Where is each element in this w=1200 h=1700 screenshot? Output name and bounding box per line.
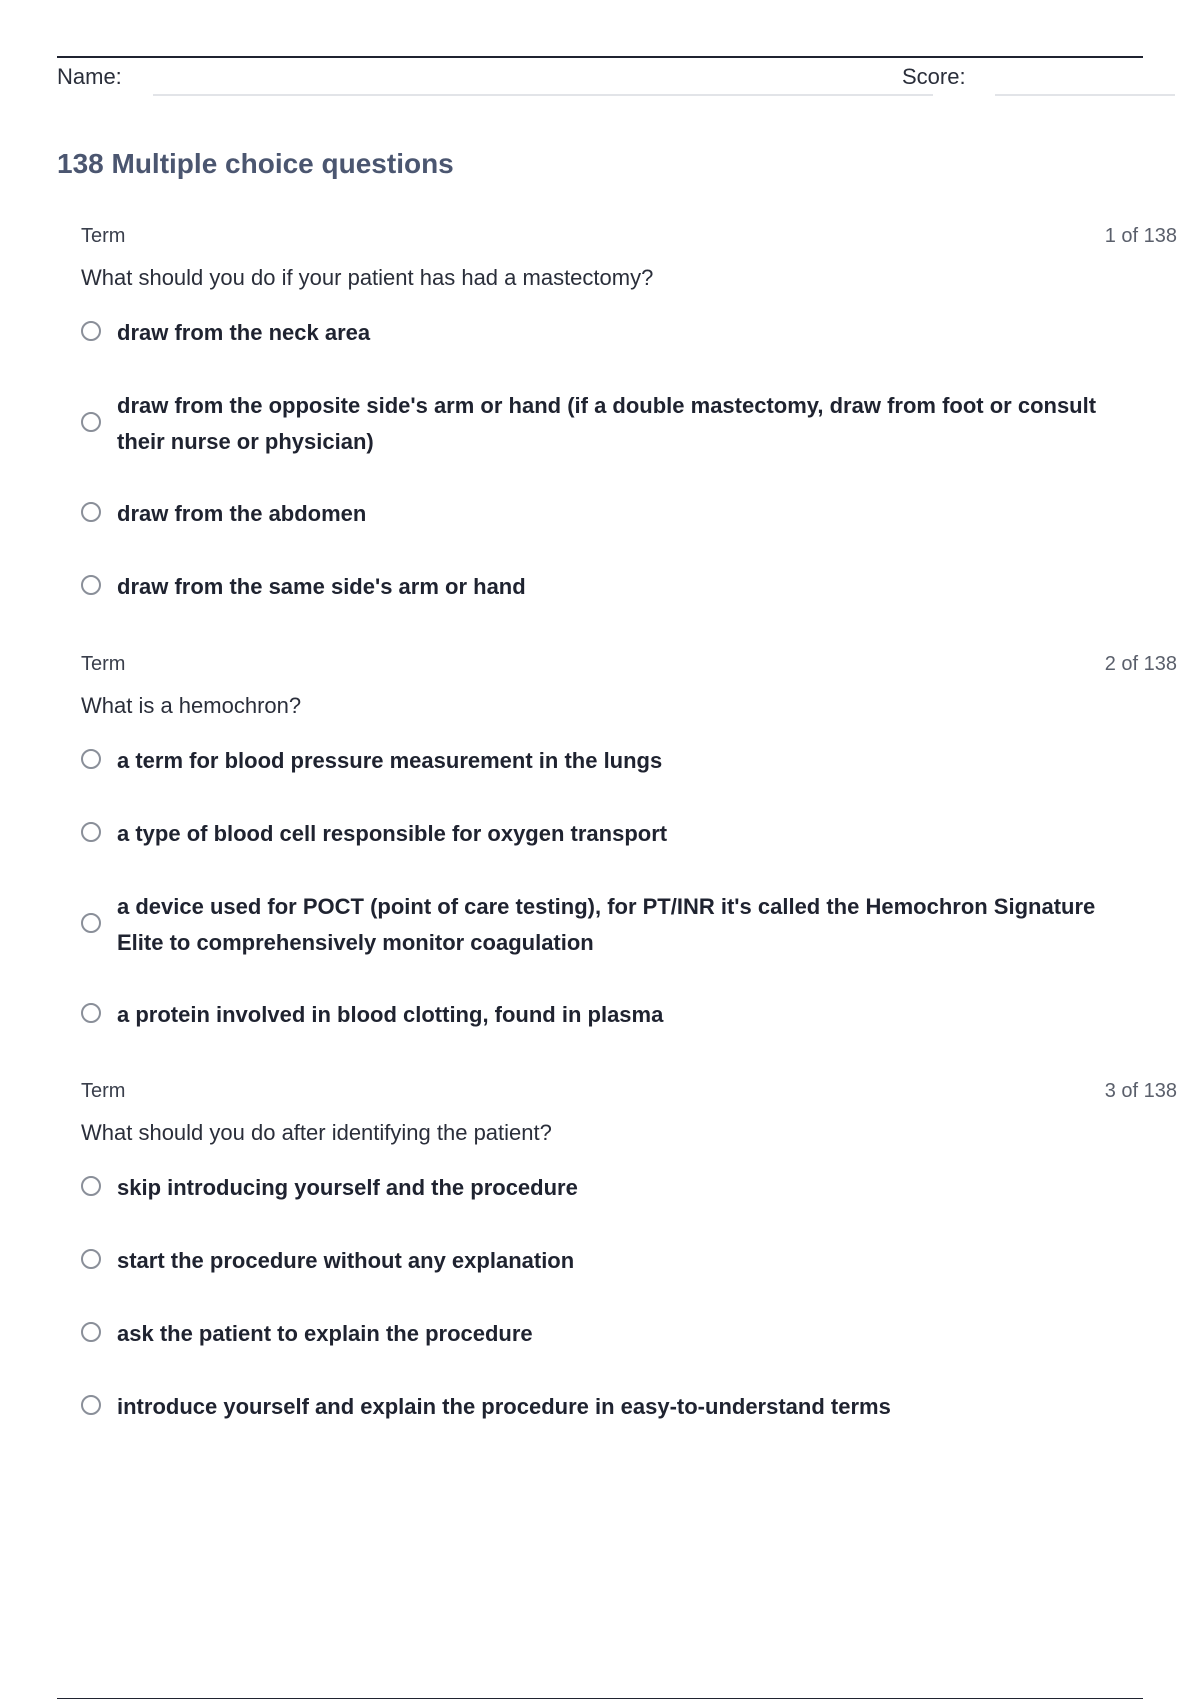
answer-option[interactable] <box>81 388 1177 460</box>
question-header <box>81 653 1177 679</box>
radio-button[interactable] <box>81 1395 101 1415</box>
answer-option[interactable] <box>81 315 1177 351</box>
question-3 <box>81 1080 1177 1462</box>
radio-button[interactable] <box>81 575 101 595</box>
term-label: Term <box>81 225 126 247</box>
answer-option-label: draw from the opposite side's arm or hand (if a double mastectomy, draw from foot or consult their nurse or physician) <box>117 393 1097 454</box>
answer-option[interactable] <box>81 1389 1177 1425</box>
radio-button[interactable] <box>81 749 101 769</box>
answer-option[interactable] <box>81 569 1177 605</box>
answer-option-label: draw from the abdomen <box>117 501 367 526</box>
answer-option-label: a type of blood cell responsible for oxygen transport <box>117 821 668 846</box>
answer-options <box>81 743 1177 1033</box>
question-header <box>81 225 1177 251</box>
answer-option[interactable] <box>81 1243 1177 1279</box>
question-1 <box>81 225 1177 642</box>
radio-button[interactable] <box>81 321 101 341</box>
radio-button[interactable] <box>81 1003 101 1023</box>
radio-button[interactable] <box>81 913 101 933</box>
answer-option-label: ask the patient to explain the procedure <box>117 1321 533 1346</box>
radio-button[interactable] <box>81 1249 101 1269</box>
answer-option[interactable] <box>81 997 1177 1033</box>
radio-button[interactable] <box>81 1322 101 1342</box>
answer-option-label: draw from the neck area <box>117 320 371 345</box>
question-prompt: What should you do after identifying the patient? <box>81 1120 552 1145</box>
answer-options <box>81 315 1177 605</box>
answer-option[interactable] <box>81 1170 1177 1206</box>
answer-option[interactable] <box>81 743 1177 779</box>
question-2 <box>81 653 1177 1070</box>
answer-option-label: a term for blood pressure measurement in the lungs <box>117 748 663 773</box>
bottom-rule <box>57 1698 1143 1699</box>
radio-button[interactable] <box>81 1176 101 1196</box>
score-label: Score: <box>902 64 966 89</box>
answer-option-label: a device used for POCT (point of care testing), for PT/INR it's called the Hemochron Signature Elite to comprehensively monitor coagulation <box>117 894 1096 955</box>
score-field[interactable] <box>995 94 1175 96</box>
worksheet-header <box>57 62 1177 102</box>
answer-options <box>81 1170 1177 1425</box>
answer-option-label: skip introducing yourself and the procedure <box>117 1175 578 1200</box>
term-label: Term <box>81 1080 126 1102</box>
radio-button[interactable] <box>81 412 101 432</box>
radio-button[interactable] <box>81 822 101 842</box>
question-counter: 3 of 138 <box>1104 1080 1177 1102</box>
question-prompt: What should you do if your patient has had a mastectomy? <box>81 265 654 290</box>
name-field[interactable] <box>153 94 933 96</box>
answer-option-label: introduce yourself and explain the procedure in easy-to-understand terms <box>117 1394 891 1419</box>
question-counter: 2 of 138 <box>1104 653 1177 675</box>
answer-option[interactable] <box>81 889 1177 961</box>
question-counter: 1 of 138 <box>1104 225 1177 247</box>
top-rule <box>57 56 1143 58</box>
answer-option[interactable] <box>81 1316 1177 1352</box>
answer-option[interactable] <box>81 496 1177 532</box>
name-label: Name: <box>57 64 122 89</box>
term-label: Term <box>81 653 126 675</box>
section-title: 138 Multiple choice questions <box>57 148 454 179</box>
question-prompt: What is a hemochron? <box>81 693 302 718</box>
question-header <box>81 1080 1177 1106</box>
answer-option-label: draw from the same side's arm or hand <box>117 574 526 599</box>
answer-option-label: start the procedure without any explanation <box>117 1248 575 1273</box>
radio-button[interactable] <box>81 502 101 522</box>
answer-option-label: a protein involved in blood clotting, found in plasma <box>117 1002 664 1027</box>
answer-option[interactable] <box>81 816 1177 852</box>
